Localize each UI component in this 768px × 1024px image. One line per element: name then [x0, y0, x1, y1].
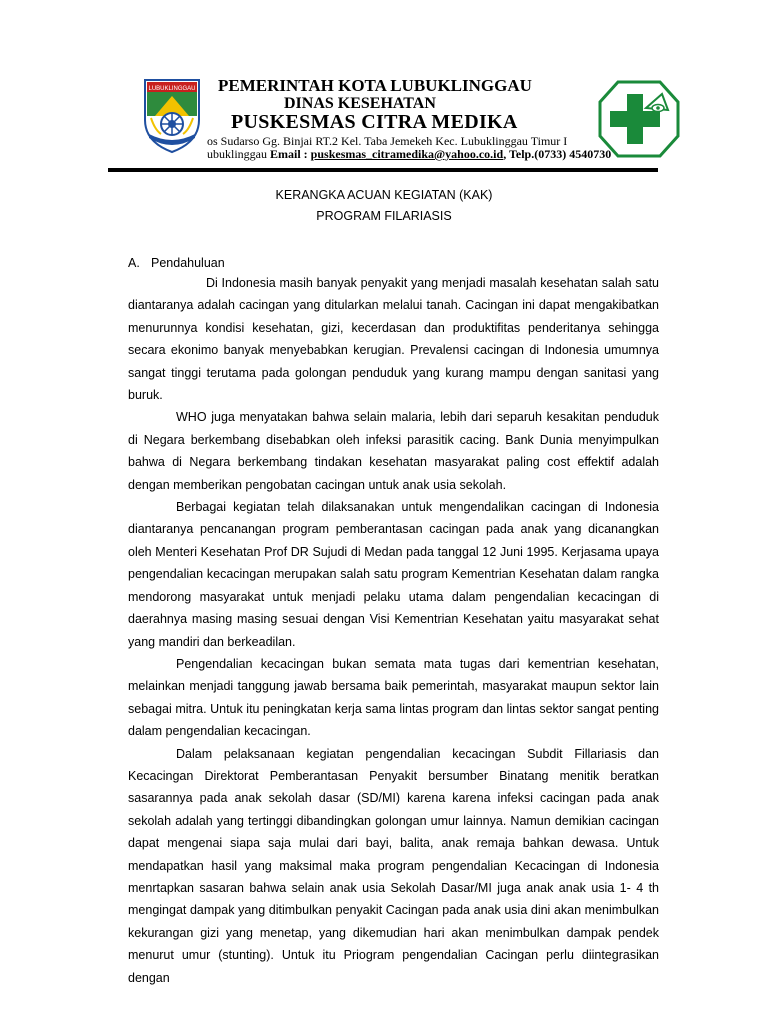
header-address: os Sudarso Gg. Binjai RT.2 Kel. Taba Jemekeh Kec. Lubuklinggau Timur I: [207, 134, 568, 148]
city-emblem-icon: [141, 72, 203, 154]
email-link[interactable]: puskesmas_citramedika@yahoo.co.id: [310, 147, 504, 161]
section-heading: [128, 256, 225, 270]
section-body: [128, 272, 659, 989]
header-city: ubuklinggau: [207, 147, 267, 161]
paragraph: Pengendalian kecacingan bukan semata mata tugas dari kementrian kesehatan, melainkan menjadi tanggung jawab bersama baik pemerintah, masyarakat maupun sektor lain sebagai mitra. Untuk itu peningkatan kerja sama lintas program dan lintas sektor sangat penting dalam pengendalian kecacingan.: [128, 656, 659, 739]
header-department: DINAS KESEHATAN: [284, 95, 436, 112]
header-divider: [108, 168, 658, 172]
email-label: Email :: [270, 147, 308, 161]
paragraph: WHO juga menyatakan bahwa selain malaria, lebih dari separuh kesakitan penduduk di Negara berkembang disebabkan oleh infeksi parasitik cacing. Bank Dunia menyimpulkan bahwa di Negara berkembang tindakan kesehatan masyarakat paling cost effektif adalah dengan memberikan pengobatan cacingan untuk anak usia sekolah.: [128, 410, 659, 492]
document-subtitle: PROGRAM FILARIASIS: [316, 209, 452, 223]
paragraph: Berbagai kegiatan telah dilaksanakan untuk mengendalikan cacingan di Indonesia diantaranya pencanangan program pemberantasan cacingan pada anak yang dicanangkan oleh Menteri Kesehatan Prof DR Sujudi di Medan pada tanggal 12 Juni 1995. Kerjasama upaya pengendalian kecacingan merupakan salah satu program Kementrian Kesehatan dalam rangka mendorong masyarakat untuk menjadi pelaku utama dalam pengendalian kecacingan di daerahnya masing masing sesuai dengan Visi Kementrian Kesehatan yaitu masyarakat sehat yang mandiri dan berkeadilan.: [128, 500, 659, 649]
header-contact: [207, 147, 611, 162]
section-title: Pendahuluan: [151, 256, 225, 270]
telp-text: , Telp.(0733) 4540730: [503, 147, 612, 161]
puskesmas-logo-icon: [598, 80, 680, 158]
paragraph: Dalam pelaksanaan kegiatan pengendalian kecacingan Subdit Fillariasis dan Kecacingan Direktorat Pemberantasan Penyakit bersumber Binatang menitik beratkan sasarannya pada anak sekolah dasar (SD/MI) karena karena infeksi cacingan pada anak sekolah adalah yang tertinggi dibandingkan golongan umur lainnya. Namun demikian cacingan dapat mengenai siapa saja mulai dari bayi, balita, anak remaja bahkan dewasa. Untuk mendapatkan hasil yang maksimal maka program pengendalian Kecacingan di Indonesia menrtapkan sasaran bahwa selain anak usia Sekolah Dasar/MI juga anak anak usia 1- 4 th mengingat dampak yang ditimbulkan penyakit Cacingan pada anak usia dini akan menimbulkan kekurangan gizi yang menetap, yang dikemudian hari akan menimbulkan dampak pendek menurut umur (stunting). Untuk itu Priogram pengendalian Cacingan perlu diintegrasikan dengan: [128, 746, 659, 985]
letterhead: [0, 0, 768, 180]
paragraph: Di Indonesia masih banyak penyakit yang menjadi masalah kesehatan salah satu diantaranya adalah cacingan yang ditularkan melalui tanah. Cacingan ini dapat mengakibatkan menurunnya kondisi kesehatan, gizi, kecerdasan dan produktifitas penderitanya sehingga secara ekonimo banyak menyebabkan kerugian. Prevalensi cacingan di Indonesia umumnya sangat tinggi terutama pada golongan penduduk yang kurang mampu dengan sanitasi yang buruk.: [128, 276, 659, 403]
section-number: A.: [128, 256, 140, 270]
header-puskesmas: PUSKESMAS CITRA MEDIKA: [231, 111, 518, 133]
document-title: KERANGKA ACUAN KEGIATAN (KAK): [275, 188, 493, 202]
header-government: PEMERINTAH KOTA LUBUKLINGGAU: [218, 76, 532, 95]
emblem-banner-text: LUBUKLINGGAU: [148, 86, 196, 92]
